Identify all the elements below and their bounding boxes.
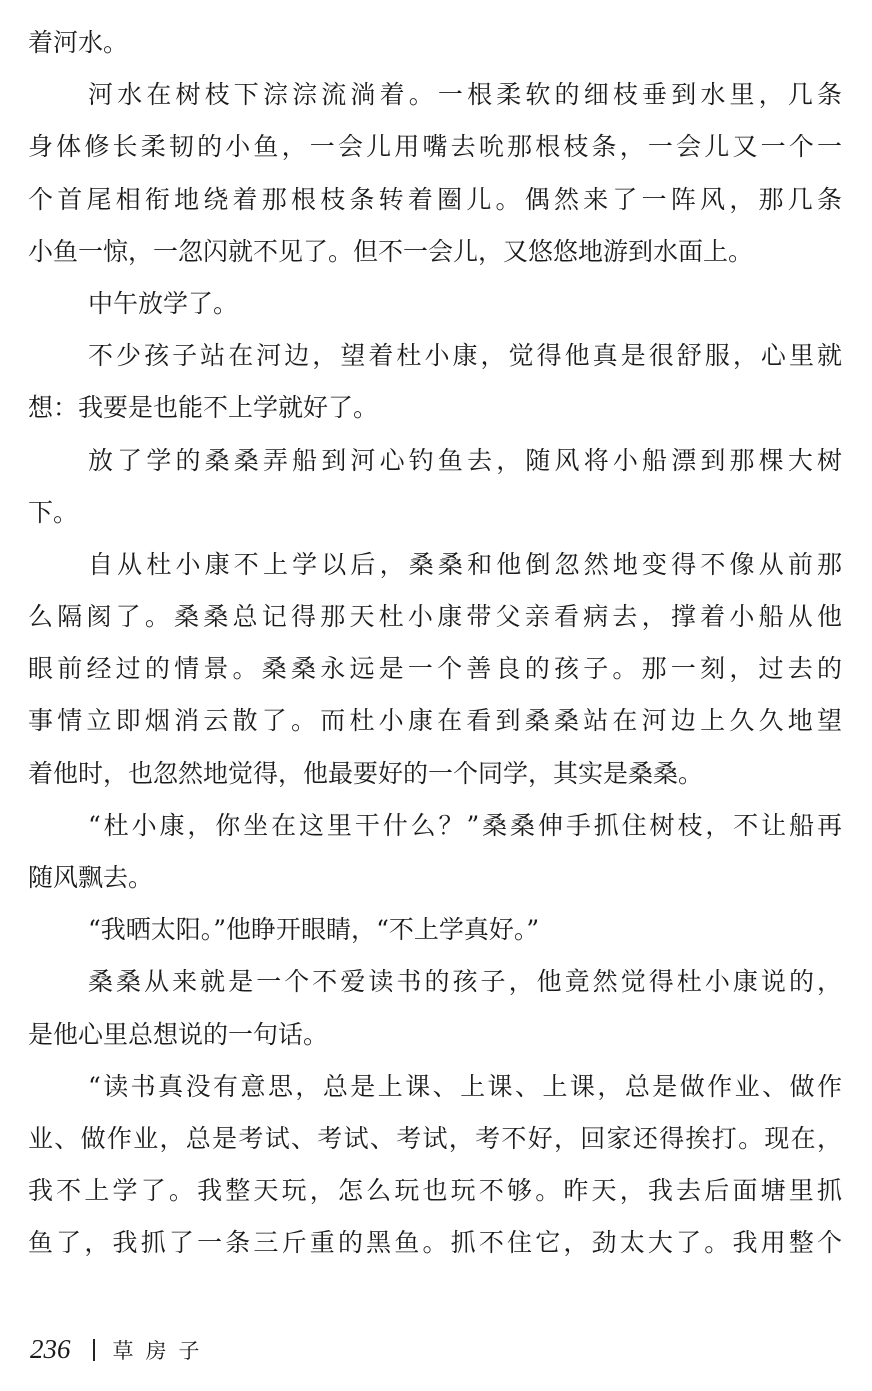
body-text bbox=[28, 17, 842, 1270]
text-line: 下。 bbox=[28, 497, 79, 527]
page-footer bbox=[30, 1334, 212, 1365]
paragraph bbox=[28, 800, 842, 904]
paragraph bbox=[28, 956, 842, 1060]
text-line: 不少孩子站在河边，望着杜小康，觉得他真是很舒服，心里就 bbox=[88, 341, 842, 371]
text-line: 想：我要是也能不上学就好了。 bbox=[28, 393, 379, 423]
text-line: 小鱼一惊，一忽闪就不见了。但不一会儿，又悠悠地游到水面上。 bbox=[28, 236, 754, 266]
paragraph bbox=[28, 435, 842, 539]
paragraph bbox=[28, 17, 842, 69]
paragraph bbox=[28, 1061, 842, 1270]
text-line: 么隔阂了。桑桑总记得那天杜小康带父亲看病去，撑着小船从他 bbox=[28, 602, 842, 632]
text-line: 河水在树枝下淙淙流淌着。一根柔软的细枝垂到水里，几条 bbox=[88, 80, 842, 110]
text-line: 随风飘去。 bbox=[28, 863, 154, 892]
text-line: 桑桑从来就是一个不爱读书的孩子，他竟然觉得杜小康说的， bbox=[88, 967, 842, 997]
text-line: 眼前经过的情景。桑桑永远是一个善良的孩子。那一刻，过去的 bbox=[28, 654, 842, 684]
page-number: 236 bbox=[30, 1334, 71, 1364]
footer-divider bbox=[93, 1339, 95, 1361]
text-line: 身体修长柔韧的小鱼，一会儿用嘴去吮那根枝条，一会儿又一个一 bbox=[28, 132, 842, 162]
text-line: 个首尾相衔地绕着那根枝条转着圈儿。偶然来了一阵风，那几条 bbox=[28, 184, 842, 214]
text-line: “我晒太阳。”他睁开眼睛，“不上学真好。” bbox=[88, 915, 540, 945]
text-line: 业、做作业，总是考试、考试、考试，考不好，回家还得挨打。现在， bbox=[28, 1123, 842, 1153]
paragraph bbox=[28, 539, 842, 800]
book-title: 草房子 bbox=[112, 1338, 212, 1363]
paragraph bbox=[28, 330, 842, 434]
paragraph bbox=[28, 904, 842, 956]
text-line: 自从杜小康不上学以后，桑桑和他倒忽然地变得不像从前那 bbox=[88, 549, 842, 579]
text-line: 着他时，也忽然地觉得，他最要好的一个同学，其实是桑桑。 bbox=[28, 758, 704, 788]
text-line: “杜小康，你坐在这里干什么？”桑桑伸手抓住树枝，不让船再 bbox=[88, 810, 842, 840]
paragraph bbox=[28, 69, 842, 278]
text-line: 是他心里总想说的一句话。 bbox=[28, 1019, 329, 1049]
text-line: 鱼了，我抓了一条三斤重的黑鱼。抓不住它，劲太大了。我用整个 bbox=[28, 1228, 842, 1258]
text-line: 事情立即烟消云散了。而杜小康在看到桑桑站在河边上久久地望 bbox=[28, 706, 842, 736]
text-line: 我不上学了。我整天玩，怎么玩也玩不够。昨天，我去后面塘里抓 bbox=[28, 1176, 842, 1206]
text-line: 放了学的桑桑弄船到河心钓鱼去，随风将小船漂到那棵大树 bbox=[88, 445, 842, 475]
text-line: 着河水。 bbox=[28, 28, 129, 57]
text-line: 中午放学了。 bbox=[88, 288, 239, 318]
paragraph bbox=[28, 278, 842, 330]
text-line: “读书真没有意思，总是上课、上课、上课，总是做作业、做作 bbox=[88, 1071, 842, 1101]
